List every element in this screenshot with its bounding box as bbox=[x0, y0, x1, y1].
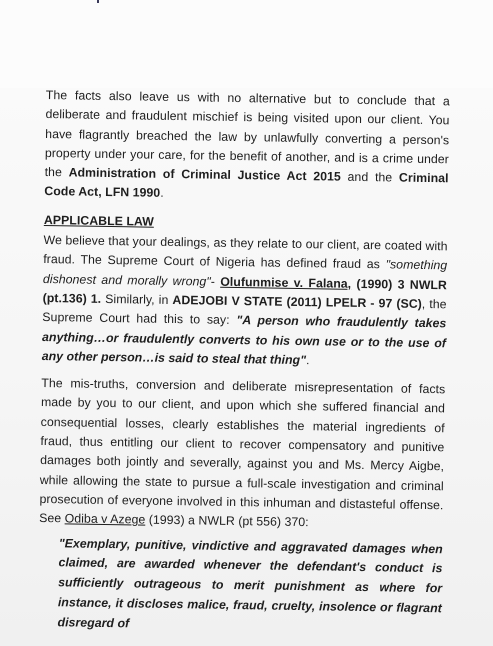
quote-adejobi: "A person who fraudulently takes anything…or fraudulently converts to his own use or to the use of any other person…is said to steal that thing" bbox=[41, 313, 447, 367]
para1-text: The facts also leave us with no alternative but to conclude that a deliberate and fraudulent mischief is being visited upon our client. You have flagrantly breached the law by unlawfully converting a person's property under your care, for the benefit of another, and is a crime under the bbox=[44, 87, 450, 180]
para1-end: . bbox=[160, 186, 164, 201]
paragraph-applicable-law bbox=[42, 231, 448, 372]
act-criminal-justice: Administration of Criminal Justice Act 2015 bbox=[68, 165, 341, 184]
page-top-margin bbox=[0, 0, 493, 88]
act-criminal-code: Criminal Code Act, LFN 1990 bbox=[44, 170, 449, 201]
letter-body bbox=[37, 86, 450, 639]
paragraph-fraud-conclusion bbox=[44, 86, 450, 208]
para2-dash: - bbox=[210, 274, 221, 289]
section-heading-applicable-law: APPLICABLE LAW bbox=[43, 212, 155, 229]
paragraph-damages bbox=[39, 374, 445, 535]
para2-court-said: , the Supreme Court had this to say: bbox=[42, 296, 447, 328]
para1-conjunction: and the bbox=[340, 169, 400, 185]
para2-end: . bbox=[305, 352, 310, 368]
fraud-definition: "something dishonest and morally wrong" bbox=[42, 257, 448, 289]
citation-odiba: (1993) a NWLR (pt 556) 370: bbox=[145, 512, 309, 530]
para2-text: We believe that your dealings, as they relate to our client, are coated with fraud. The Supreme Court of Nigeria has defined fraud as bbox=[43, 233, 448, 272]
para3-text: The mis-truths, conversion and deliberate misrepresentation of facts made by you to our client, and upon which she suffered financial and consequential losses, clearly establishes the material ingredients of fraud, thus entitling our client to recover compensatory and punitive damages both jointly and severally, against you and Ms. Mercy Aigbe, while allowing the state to pursue a full-scale investigation and criminal prosecution of everyone involved in this inhuman and distasteful offense. See bbox=[39, 376, 446, 526]
case-olufunmise: Olufunmise v. Falana, bbox=[220, 274, 352, 291]
citation-olufunmise: (1990) 3 NWLR (pt.136) 1. bbox=[42, 276, 448, 306]
para2-similarly: Similarly, in bbox=[101, 291, 173, 307]
case-odiba: Odiba v Azege bbox=[64, 511, 146, 527]
blockquote-exemplary-damages: "Exemplary, punitive, vindictive and aggravated damages when claimed, are awarded whenever the defendant's conduct is sufficiently outrageous to merit punishment as where for instance, it discloses malice, fraud, cruelty, insolence or flagrant disregard of bbox=[57, 535, 443, 631]
scan-speck bbox=[97, 0, 99, 3]
case-adejobi: ADEJOBI V STATE (2011) LPELR - 97 (SC) bbox=[172, 292, 422, 311]
